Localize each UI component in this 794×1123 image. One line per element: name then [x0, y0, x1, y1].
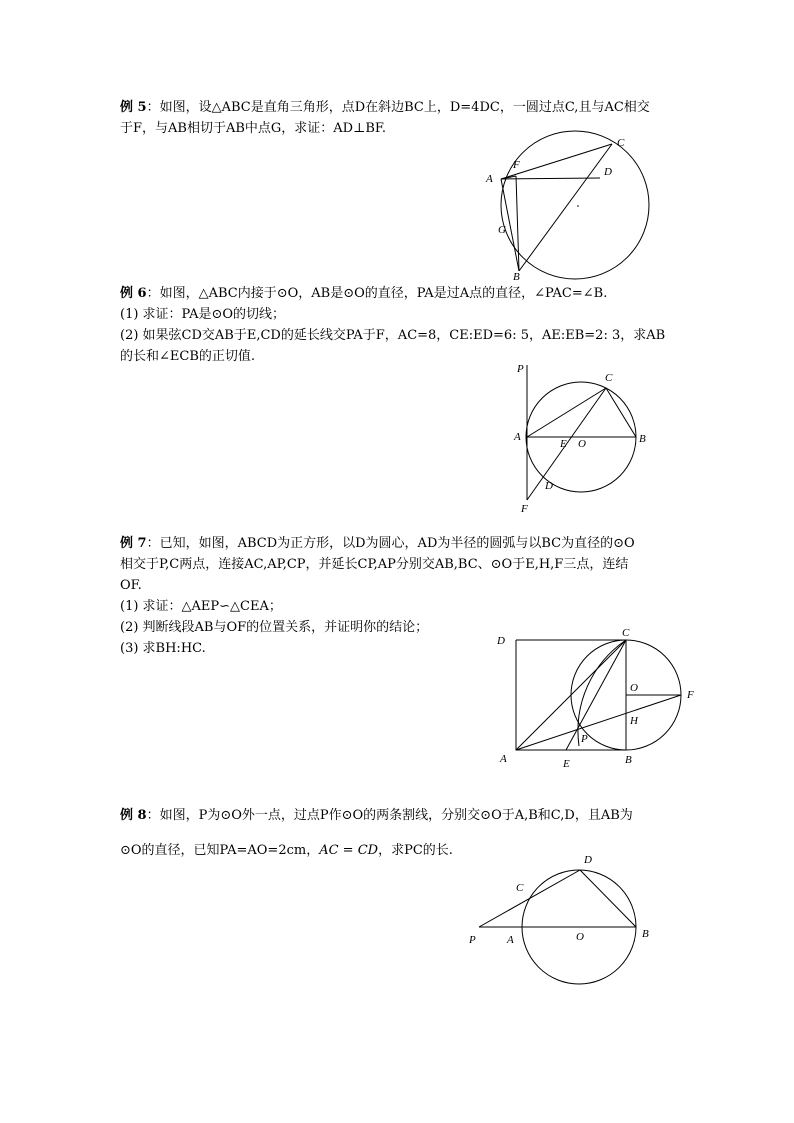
ex7-label-e: E	[563, 758, 570, 770]
ex5-label-b: B	[513, 271, 520, 283]
example-6-line-1: 例 6：如图，△ABC内接于⊙O，AB是⊙O的直径，PA是过A点的直径，∠PAC=∠B.	[120, 286, 608, 301]
ex7-label-h: H	[630, 715, 638, 727]
arc-equation: AC = CD	[319, 843, 379, 858]
example-8-line-1: 例 8：如图，P为⊙O外一点，过点P作⊙O的两条割线，分别交⊙O于A,B和C,D，且AB为	[120, 808, 633, 823]
ex5-circle	[501, 131, 649, 279]
example-8-figure	[465, 850, 665, 990]
ex7-label-b: B	[625, 754, 632, 766]
ex7-line-af	[516, 695, 681, 750]
ex6-chord-cb	[606, 388, 636, 437]
ex6-label-o: O	[578, 438, 586, 450]
ex7-label-c: C	[622, 627, 630, 639]
example-6-line-4: 的长和∠ECB的正切值.	[120, 349, 256, 364]
example-6-label: 例 6	[120, 286, 147, 301]
ex6-label-c: C	[605, 372, 613, 384]
ex8-label-a: A	[507, 934, 514, 946]
ex5-label-f: F	[513, 159, 520, 171]
ex8-label-d: D	[584, 854, 592, 866]
ex5-label-g: G	[498, 224, 506, 236]
example-7-line-4: (1) 求证：△AEP∽△CEA；	[120, 599, 282, 614]
example-6-figure	[505, 355, 655, 520]
ex6-label-e: E	[560, 438, 567, 450]
example-7-line-5: (2) 判断线段AB与OF的位置关系，并证明你的结论；	[120, 620, 429, 635]
example-7-line-6: (3) 求BH:HC.	[120, 641, 206, 656]
ex8-label-o: O	[576, 931, 584, 943]
example-8-label: 例 8	[120, 808, 147, 823]
ex8-secant-pd	[479, 870, 580, 927]
ex8-label-c: C	[516, 882, 524, 894]
example-7-line-2: 相交于P,C两点，连接AC,AP,CP，并延长CP,AP分别交AB,BC、⊙O于E,H,F三点，连结	[120, 557, 629, 572]
ex6-label-a: A	[514, 431, 521, 443]
ex8-label-b: B	[642, 928, 649, 940]
ex8-label-p: P	[469, 934, 476, 946]
example-5-line-2: 于F，与AB相切于AB中点G，求证：AD⊥BF.	[120, 121, 387, 136]
ex6-label-d: D	[545, 480, 553, 492]
example-7-label: 例 7	[120, 536, 147, 551]
example-6-line-2: (1) 求证：PA是⊙O的切线；	[120, 307, 286, 322]
ex5-label-d: D	[604, 166, 612, 178]
ex5-segment-bc	[519, 144, 612, 271]
ex5-label-c: C	[617, 137, 625, 149]
ex7-label-p: P	[581, 733, 588, 745]
example-5-label: 例 5	[120, 100, 147, 115]
example-6-line-3: (2) 如果弦CD交AB于E,CD的延长线交PA于F，AC=8，CE:ED=6: 5，AE:EB=2: 3，求AB	[120, 328, 666, 343]
ex7-label-a: A	[500, 753, 507, 765]
example-7-figure	[490, 620, 705, 775]
ex8-chord-db	[580, 870, 636, 927]
ex5-label-a: A	[486, 173, 493, 185]
example-7-line-3: OF.	[120, 578, 142, 593]
ex7-arc-d	[578, 640, 626, 746]
ex6-chord-ac	[527, 388, 606, 437]
ex6-label-b: B	[639, 433, 646, 445]
ex5-center-dot	[577, 205, 579, 207]
example-5-figure	[480, 130, 670, 285]
example-5-line-1: 例 5：如图，设△ABC是直角三角形，点D在斜边BC上，D=4DC，一圆过点C,且与AC相交	[120, 100, 650, 115]
ex7-label-o: O	[630, 682, 638, 694]
ex7-line-ce	[566, 640, 626, 750]
ex6-label-f: F	[521, 503, 528, 515]
ex7-diagonal-ac	[516, 640, 626, 750]
example-7-line-1: 例 7：已知，如图，ABCD为正方形，以D为圆心，AD为半径的圆弧与以BC为直径的⊙O	[120, 536, 635, 551]
example-8-line-2: ⊙O的直径，已知PA=AO=2cm，AC = CD，求PC的长.	[120, 843, 453, 858]
ex7-label-f: F	[687, 689, 694, 701]
ex6-label-p: P	[517, 363, 524, 375]
ex7-label-d: D	[497, 635, 505, 647]
